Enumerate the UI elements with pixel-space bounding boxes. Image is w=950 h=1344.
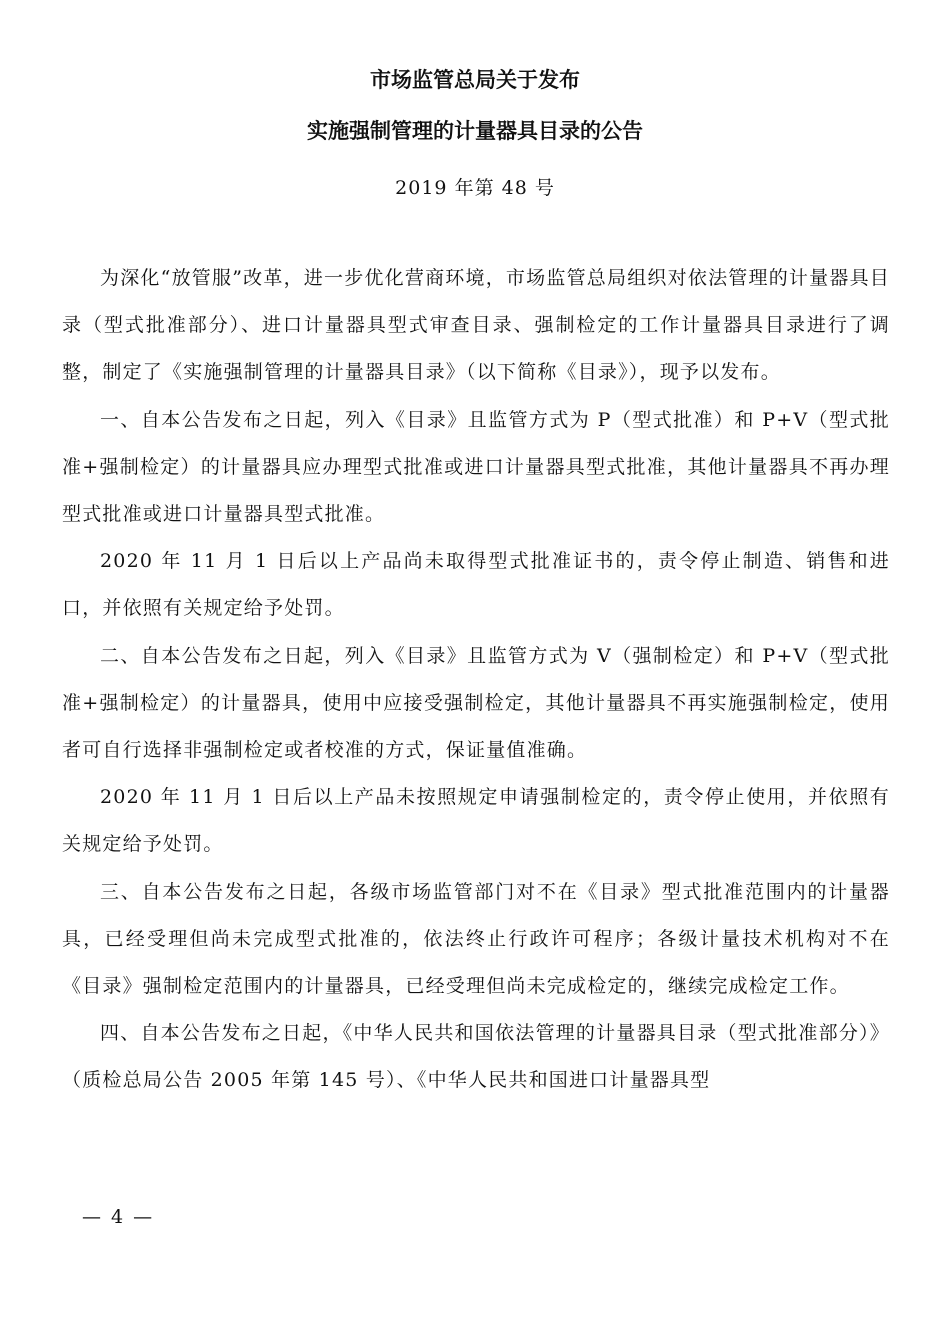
paragraph-item-3: 三、自本公告发布之日起，各级市场监管部门对不在《目录》型式批准范围内的计量器具，已经受理但尚未完成型式批准的，依法终止行政许可程序；各级计量技术机构对不在《目录》强制检定范围内的计量器具，已经受理但尚未完成检定的，继续完成检定工作。	[62, 880, 890, 998]
paragraph-intro: 为深化“放管服”改革，进一步优化营商环境，市场监管总局组织对依法管理的计量器具目录（型式批准部分）、进口计量器具型式审查目录、强制检定的工作计量器具目录进行了调整，制定了《实施强制管理的计量器具目录》（以下简称《目录》），现予以发布。	[62, 267, 890, 384]
paragraph-item-2-penalty: 2020 年 11 月 1 日后以上产品未按照规定申请强制检定的，责令停止使用，并依照有关规定给予处罚。	[62, 786, 890, 856]
document-title-line1: 市场监管总局关于发布	[370, 68, 580, 92]
document-body	[62, 255, 890, 1105]
paragraph-item-1-penalty: 2020 年 11 月 1 日后以上产品尚未取得型式批准证书的，责令停止制造、销售和进口，并依照有关规定给予处罚。	[62, 550, 890, 620]
document-title-line2: 实施强制管理的计量器具目录的公告	[307, 119, 643, 143]
page-number: — 4 —	[82, 1206, 155, 1228]
paragraph-item-1: 一、自本公告发布之日起，列入《目录》且监管方式为 P（型式批准）和 P+V（型式批准+强制检定）的计量器具应办理型式批准或进口计量器具型式批准，其他计量器具不再办理型式批准或进口计量器具型式批准。	[62, 408, 890, 526]
paragraph-item-2: 二、自本公告发布之日起，列入《目录》且监管方式为 V（强制检定）和 P+V（型式批准+强制检定）的计量器具，使用中应接受强制检定，其他计量器具不再实施强制检定，使用者可自行选择非强制检定或者校准的方式，保证量值准确。	[62, 644, 890, 762]
document-number: 2019 年第 48 号	[395, 177, 555, 199]
paragraph-item-4: 四、自本公告发布之日起，《中华人民共和国依法管理的计量器具目录（型式批准部分）》（质检总局公告 2005 年第 145 号）、《中华人民共和国进口计量器具型	[62, 1022, 890, 1092]
